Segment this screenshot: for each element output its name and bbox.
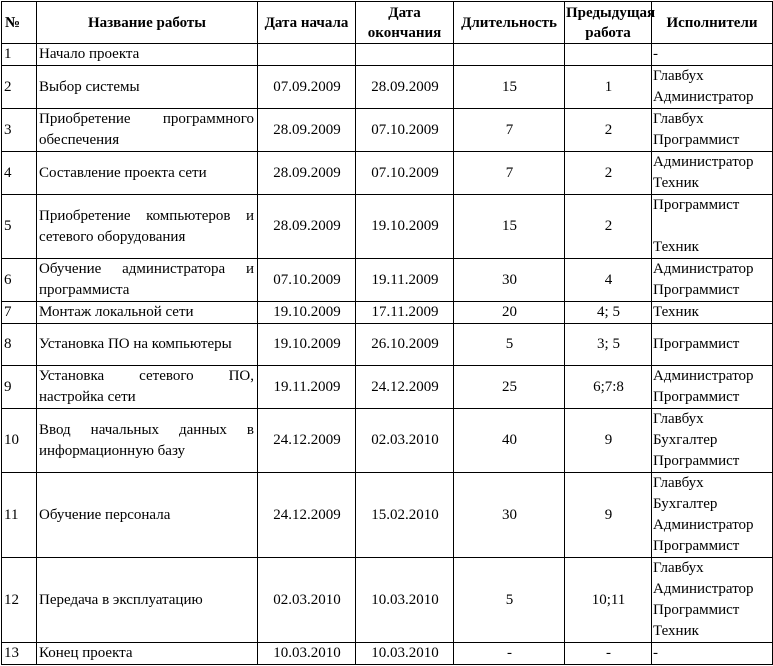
row-executors	[652, 643, 773, 665]
row-predecessor: 4; 5	[565, 302, 652, 324]
row-predecessor: -	[565, 643, 652, 665]
row-duration: 40	[454, 409, 565, 473]
row-end-date: 26.10.2009	[356, 324, 454, 366]
row-name: Составление проекта сети	[37, 152, 258, 195]
row-predecessor: 9	[565, 409, 652, 473]
executor-name: Программист	[653, 453, 740, 469]
table-row	[2, 195, 773, 259]
row-predecessor: 3; 5	[565, 324, 652, 366]
row-end-date: 19.10.2009	[356, 195, 454, 259]
executor-name: Программист	[653, 197, 740, 213]
executor-name: Администратор	[653, 261, 754, 277]
row-end-date: 19.11.2009	[356, 259, 454, 302]
header-duration: Длительность	[454, 2, 565, 44]
row-name: Ввод начальных данных в информационную базу	[37, 409, 258, 473]
table-row	[2, 558, 773, 643]
row-start-date: 28.09.2009	[258, 195, 356, 259]
row-num: 9	[2, 366, 37, 409]
row-duration: 15	[454, 195, 565, 259]
row-end-date: 15.02.2010	[356, 473, 454, 558]
row-end-date: 17.11.2009	[356, 302, 454, 324]
executor-name: Администратор	[653, 89, 754, 105]
row-duration: -	[454, 643, 565, 665]
row-start-date: 19.11.2009	[258, 366, 356, 409]
row-end-date: 24.12.2009	[356, 366, 454, 409]
row-predecessor: 6;7:8	[565, 366, 652, 409]
row-num: 10	[2, 409, 37, 473]
row-name: Выбор системы	[37, 66, 258, 109]
row-end-date: 02.03.2010	[356, 409, 454, 473]
row-num: 11	[2, 473, 37, 558]
row-predecessor: 2	[565, 109, 652, 152]
header-executors: Исполнители	[652, 2, 773, 44]
row-start-date: 24.12.2009	[258, 473, 356, 558]
row-start-date: 24.12.2009	[258, 409, 356, 473]
row-predecessor: 9	[565, 473, 652, 558]
executor-name: Главбух	[653, 68, 704, 84]
executor-name: Администратор	[653, 368, 754, 384]
row-num: 4	[2, 152, 37, 195]
executor-name: Главбух	[653, 411, 704, 427]
executor-name: Бухгалтер	[653, 496, 718, 512]
row-executors	[652, 259, 773, 302]
row-name: Конец проекта	[37, 643, 258, 665]
row-num: 3	[2, 109, 37, 152]
executor-name: Программист	[653, 282, 740, 298]
header-num: №	[2, 2, 37, 44]
row-start-date: 28.09.2009	[258, 152, 356, 195]
row-executors	[652, 195, 773, 259]
row-start-date: 28.09.2009	[258, 109, 356, 152]
row-name: Передача в эксплуатацию	[37, 558, 258, 643]
row-predecessor	[565, 44, 652, 66]
row-executors	[652, 409, 773, 473]
executor-name: Техник	[653, 239, 699, 255]
row-num: 13	[2, 643, 37, 665]
executor-name: Бухгалтер	[653, 432, 718, 448]
executor-name: Администратор	[653, 517, 754, 533]
header-end: Дата окончания	[356, 2, 454, 44]
row-name: Начало проекта	[37, 44, 258, 66]
executor-name: Программист	[653, 336, 740, 352]
table-row	[2, 366, 773, 409]
executor-name: Программист	[653, 538, 740, 554]
table-row	[2, 643, 773, 665]
executor-name: Техник	[653, 623, 699, 639]
row-duration: 5	[454, 558, 565, 643]
row-start-date: 07.10.2009	[258, 259, 356, 302]
executor-name: -	[653, 46, 658, 62]
row-predecessor: 2	[565, 152, 652, 195]
executor-name: Программист	[653, 602, 740, 618]
row-duration: 25	[454, 366, 565, 409]
row-end-date: 10.03.2010	[356, 558, 454, 643]
table-row	[2, 473, 773, 558]
executor-name: Программист	[653, 132, 740, 148]
row-num: 7	[2, 302, 37, 324]
row-name: Установка сетевого ПО, настройка сети	[37, 366, 258, 409]
row-duration: 7	[454, 109, 565, 152]
row-num: 1	[2, 44, 37, 66]
header-name: Название работы	[37, 2, 258, 44]
table-row	[2, 66, 773, 109]
row-num: 12	[2, 558, 37, 643]
row-end-date: 07.10.2009	[356, 152, 454, 195]
row-executors	[652, 66, 773, 109]
row-duration: 30	[454, 473, 565, 558]
table-row	[2, 302, 773, 324]
row-end-date: 07.10.2009	[356, 109, 454, 152]
table-row	[2, 409, 773, 473]
table-row	[2, 259, 773, 302]
table-row	[2, 152, 773, 195]
header-predecessor: Предыдущая работа	[565, 2, 652, 44]
row-name: Установка ПО на компьютеры	[37, 324, 258, 366]
row-end-date: 10.03.2010	[356, 643, 454, 665]
row-num: 6	[2, 259, 37, 302]
row-start-date	[258, 44, 356, 66]
row-start-date: 07.09.2009	[258, 66, 356, 109]
row-executors	[652, 44, 773, 66]
header-start: Дата начала	[258, 2, 356, 44]
project-schedule-table	[1, 1, 773, 665]
row-predecessor: 10;11	[565, 558, 652, 643]
executor-name: Администратор	[653, 154, 754, 170]
row-num: 8	[2, 324, 37, 366]
row-executors	[652, 366, 773, 409]
table-row	[2, 324, 773, 366]
executor-name: Главбух	[653, 475, 704, 491]
row-duration: 15	[454, 66, 565, 109]
executor-name: Программист	[653, 389, 740, 405]
executor-name	[653, 216, 771, 237]
row-duration	[454, 44, 565, 66]
executor-name: Техник	[653, 175, 699, 191]
row-name: Приобретение компьютеров и сетевого оборудования	[37, 195, 258, 259]
executor-name: Техник	[653, 304, 699, 320]
row-end-date: 28.09.2009	[356, 66, 454, 109]
row-name: Обучение администратора и программиста	[37, 259, 258, 302]
row-name: Приобретение программного обеспечения	[37, 109, 258, 152]
header-row	[2, 2, 773, 44]
row-start-date: 19.10.2009	[258, 302, 356, 324]
executor-name: -	[653, 645, 658, 661]
row-executors	[652, 558, 773, 643]
row-executors	[652, 302, 773, 324]
row-executors	[652, 473, 773, 558]
row-start-date: 19.10.2009	[258, 324, 356, 366]
table-row	[2, 44, 773, 66]
row-name: Обучение персонала	[37, 473, 258, 558]
row-predecessor: 1	[565, 66, 652, 109]
row-executors	[652, 152, 773, 195]
row-duration: 20	[454, 302, 565, 324]
row-duration: 5	[454, 324, 565, 366]
row-num: 2	[2, 66, 37, 109]
executor-name: Главбух	[653, 560, 704, 576]
row-num: 5	[2, 195, 37, 259]
row-duration: 30	[454, 259, 565, 302]
row-start-date: 10.03.2010	[258, 643, 356, 665]
row-predecessor: 2	[565, 195, 652, 259]
table-row	[2, 109, 773, 152]
executor-name: Главбух	[653, 111, 704, 127]
row-start-date: 02.03.2010	[258, 558, 356, 643]
executor-name: Администратор	[653, 581, 754, 597]
row-name: Монтаж локальной сети	[37, 302, 258, 324]
row-end-date	[356, 44, 454, 66]
row-executors	[652, 324, 773, 366]
row-duration: 7	[454, 152, 565, 195]
row-predecessor: 4	[565, 259, 652, 302]
row-executors	[652, 109, 773, 152]
